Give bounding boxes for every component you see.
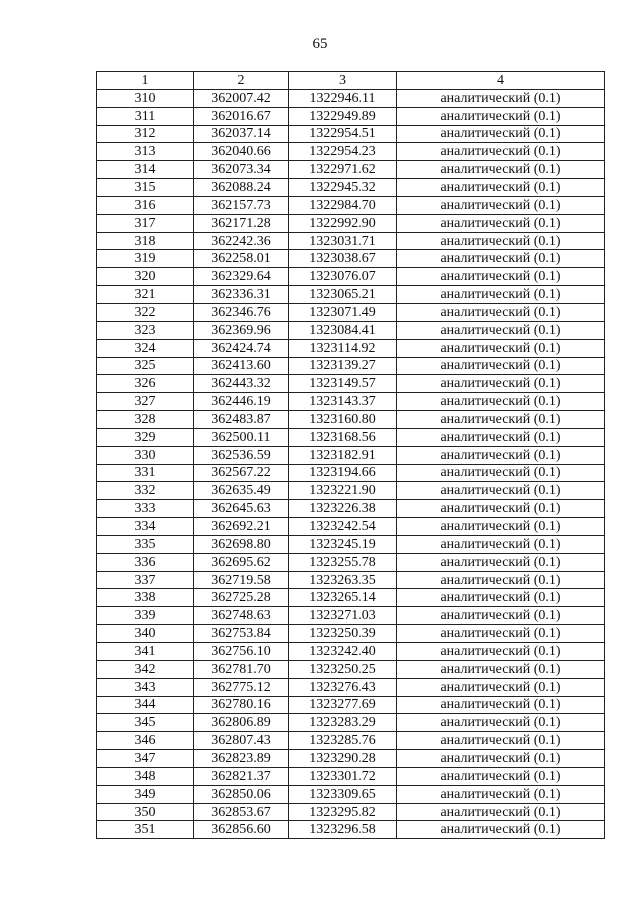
point-number-cell: 312 [97, 125, 194, 143]
method-cell: аналитический (0.1) [397, 482, 605, 500]
table-header-row [97, 72, 605, 90]
point-number-cell: 351 [97, 821, 194, 839]
y-coordinate-cell: 1323031.71 [289, 232, 397, 250]
point-number-cell: 331 [97, 464, 194, 482]
column-header: 1 [97, 72, 194, 90]
table-row [97, 321, 605, 339]
y-coordinate-cell: 1323160.80 [289, 411, 397, 429]
y-coordinate-cell: 1322984.70 [289, 196, 397, 214]
x-coordinate-cell: 362821.37 [194, 767, 289, 785]
y-coordinate-cell: 1323309.65 [289, 785, 397, 803]
y-coordinate-cell: 1322946.11 [289, 89, 397, 107]
point-number-cell: 316 [97, 196, 194, 214]
y-coordinate-cell: 1323295.82 [289, 803, 397, 821]
x-coordinate-cell: 362424.74 [194, 339, 289, 357]
y-coordinate-cell: 1322954.51 [289, 125, 397, 143]
y-coordinate-cell: 1323242.40 [289, 643, 397, 661]
table-row [97, 535, 605, 553]
x-coordinate-cell: 362823.89 [194, 750, 289, 768]
y-coordinate-cell: 1323143.37 [289, 393, 397, 411]
x-coordinate-cell: 362780.16 [194, 696, 289, 714]
y-coordinate-cell: 1323296.58 [289, 821, 397, 839]
point-number-cell: 322 [97, 303, 194, 321]
point-number-cell: 326 [97, 375, 194, 393]
method-cell: аналитический (0.1) [397, 446, 605, 464]
x-coordinate-cell: 362329.64 [194, 268, 289, 286]
table-row [97, 250, 605, 268]
x-coordinate-cell: 362748.63 [194, 607, 289, 625]
y-coordinate-cell: 1323245.19 [289, 535, 397, 553]
page-number: 65 [312, 36, 328, 52]
table-row [97, 696, 605, 714]
table-row [97, 767, 605, 785]
method-cell: аналитический (0.1) [397, 660, 605, 678]
x-coordinate-cell: 362856.60 [194, 821, 289, 839]
table-row [97, 714, 605, 732]
point-number-cell: 348 [97, 767, 194, 785]
y-coordinate-cell: 1323114.92 [289, 339, 397, 357]
method-cell: аналитический (0.1) [397, 464, 605, 482]
point-number-cell: 314 [97, 161, 194, 179]
point-number-cell: 315 [97, 179, 194, 197]
table-row [97, 268, 605, 286]
method-cell: аналитический (0.1) [397, 107, 605, 125]
y-coordinate-cell: 1323182.91 [289, 446, 397, 464]
point-number-cell: 347 [97, 750, 194, 768]
y-coordinate-cell: 1322954.23 [289, 143, 397, 161]
y-coordinate-cell: 1323250.25 [289, 660, 397, 678]
x-coordinate-cell: 362536.59 [194, 446, 289, 464]
x-coordinate-cell: 362413.60 [194, 357, 289, 375]
method-cell: аналитический (0.1) [397, 196, 605, 214]
method-cell: аналитический (0.1) [397, 339, 605, 357]
y-coordinate-cell: 1323149.57 [289, 375, 397, 393]
point-number-cell: 330 [97, 446, 194, 464]
point-number-cell: 349 [97, 785, 194, 803]
method-cell: аналитический (0.1) [397, 393, 605, 411]
x-coordinate-cell: 362695.62 [194, 553, 289, 571]
point-number-cell: 313 [97, 143, 194, 161]
table-row [97, 89, 605, 107]
table-row [97, 500, 605, 518]
column-header: 2 [194, 72, 289, 90]
x-coordinate-cell: 362853.67 [194, 803, 289, 821]
method-cell: аналитический (0.1) [397, 714, 605, 732]
method-cell: аналитический (0.1) [397, 732, 605, 750]
x-coordinate-cell: 362037.14 [194, 125, 289, 143]
table-row [97, 143, 605, 161]
y-coordinate-cell: 1322992.90 [289, 214, 397, 232]
table-row [97, 482, 605, 500]
x-coordinate-cell: 362346.76 [194, 303, 289, 321]
x-coordinate-cell: 362807.43 [194, 732, 289, 750]
x-coordinate-cell: 362567.22 [194, 464, 289, 482]
point-number-cell: 327 [97, 393, 194, 411]
method-cell: аналитический (0.1) [397, 803, 605, 821]
method-cell: аналитический (0.1) [397, 268, 605, 286]
point-number-cell: 311 [97, 107, 194, 125]
table-row [97, 553, 605, 571]
x-coordinate-cell: 362753.84 [194, 625, 289, 643]
y-coordinate-cell: 1323226.38 [289, 500, 397, 518]
method-cell: аналитический (0.1) [397, 286, 605, 304]
table-row [97, 303, 605, 321]
point-number-cell: 321 [97, 286, 194, 304]
method-cell: аналитический (0.1) [397, 214, 605, 232]
point-number-cell: 350 [97, 803, 194, 821]
method-cell: аналитический (0.1) [397, 607, 605, 625]
y-coordinate-cell: 1323263.35 [289, 571, 397, 589]
x-coordinate-cell: 362692.21 [194, 518, 289, 536]
y-coordinate-cell: 1323290.28 [289, 750, 397, 768]
y-coordinate-cell: 1323285.76 [289, 732, 397, 750]
y-coordinate-cell: 1323194.66 [289, 464, 397, 482]
table-row [97, 107, 605, 125]
method-cell: аналитический (0.1) [397, 535, 605, 553]
x-coordinate-cell: 362645.63 [194, 500, 289, 518]
table-row [97, 357, 605, 375]
column-header: 3 [289, 72, 397, 90]
y-coordinate-cell: 1323271.03 [289, 607, 397, 625]
y-coordinate-cell: 1323250.39 [289, 625, 397, 643]
coordinates-table [96, 71, 605, 839]
table-row [97, 339, 605, 357]
x-coordinate-cell: 362719.58 [194, 571, 289, 589]
table-row [97, 446, 605, 464]
x-coordinate-cell: 362007.42 [194, 89, 289, 107]
method-cell: аналитический (0.1) [397, 411, 605, 429]
x-coordinate-cell: 362635.49 [194, 482, 289, 500]
x-coordinate-cell: 362369.96 [194, 321, 289, 339]
y-coordinate-cell: 1322971.62 [289, 161, 397, 179]
x-coordinate-cell: 362016.67 [194, 107, 289, 125]
method-cell: аналитический (0.1) [397, 767, 605, 785]
method-cell: аналитический (0.1) [397, 375, 605, 393]
table-row [97, 161, 605, 179]
y-coordinate-cell: 1323084.41 [289, 321, 397, 339]
point-number-cell: 345 [97, 714, 194, 732]
x-coordinate-cell: 362088.24 [194, 179, 289, 197]
x-coordinate-cell: 362157.73 [194, 196, 289, 214]
point-number-cell: 343 [97, 678, 194, 696]
method-cell: аналитический (0.1) [397, 625, 605, 643]
method-cell: аналитический (0.1) [397, 518, 605, 536]
point-number-cell: 335 [97, 535, 194, 553]
table-row [97, 803, 605, 821]
point-number-cell: 328 [97, 411, 194, 429]
method-cell: аналитический (0.1) [397, 303, 605, 321]
table-row [97, 196, 605, 214]
y-coordinate-cell: 1323168.56 [289, 428, 397, 446]
point-number-cell: 319 [97, 250, 194, 268]
point-number-cell: 338 [97, 589, 194, 607]
point-number-cell: 320 [97, 268, 194, 286]
x-coordinate-cell: 362443.32 [194, 375, 289, 393]
method-cell: аналитический (0.1) [397, 125, 605, 143]
table-row [97, 571, 605, 589]
x-coordinate-cell: 362500.11 [194, 428, 289, 446]
x-coordinate-cell: 362775.12 [194, 678, 289, 696]
method-cell: аналитический (0.1) [397, 179, 605, 197]
method-cell: аналитический (0.1) [397, 553, 605, 571]
table-row [97, 821, 605, 839]
y-coordinate-cell: 1323065.21 [289, 286, 397, 304]
table-row [97, 785, 605, 803]
point-number-cell: 317 [97, 214, 194, 232]
method-cell: аналитический (0.1) [397, 571, 605, 589]
y-coordinate-cell: 1323242.54 [289, 518, 397, 536]
method-cell: аналитический (0.1) [397, 821, 605, 839]
point-number-cell: 337 [97, 571, 194, 589]
table-row [97, 589, 605, 607]
method-cell: аналитический (0.1) [397, 161, 605, 179]
table-row [97, 428, 605, 446]
x-coordinate-cell: 362258.01 [194, 250, 289, 268]
table-row [97, 125, 605, 143]
x-coordinate-cell: 362171.28 [194, 214, 289, 232]
table-row [97, 179, 605, 197]
table-row [97, 464, 605, 482]
x-coordinate-cell: 362850.06 [194, 785, 289, 803]
method-cell: аналитический (0.1) [397, 643, 605, 661]
point-number-cell: 310 [97, 89, 194, 107]
point-number-cell: 339 [97, 607, 194, 625]
x-coordinate-cell: 362806.89 [194, 714, 289, 732]
point-number-cell: 346 [97, 732, 194, 750]
table-row [97, 393, 605, 411]
x-coordinate-cell: 362725.28 [194, 589, 289, 607]
table-row [97, 518, 605, 536]
table-row [97, 643, 605, 661]
table-row [97, 286, 605, 304]
table-row [97, 678, 605, 696]
y-coordinate-cell: 1323076.07 [289, 268, 397, 286]
x-coordinate-cell: 362040.66 [194, 143, 289, 161]
point-number-cell: 333 [97, 500, 194, 518]
method-cell: аналитический (0.1) [397, 89, 605, 107]
table-row [97, 607, 605, 625]
point-number-cell: 342 [97, 660, 194, 678]
x-coordinate-cell: 362073.34 [194, 161, 289, 179]
method-cell: аналитический (0.1) [397, 750, 605, 768]
method-cell: аналитический (0.1) [397, 696, 605, 714]
point-number-cell: 332 [97, 482, 194, 500]
x-coordinate-cell: 362756.10 [194, 643, 289, 661]
y-coordinate-cell: 1322949.89 [289, 107, 397, 125]
method-cell: аналитический (0.1) [397, 785, 605, 803]
method-cell: аналитический (0.1) [397, 428, 605, 446]
x-coordinate-cell: 362698.80 [194, 535, 289, 553]
y-coordinate-cell: 1323221.90 [289, 482, 397, 500]
y-coordinate-cell: 1323276.43 [289, 678, 397, 696]
point-number-cell: 336 [97, 553, 194, 571]
table-body [97, 89, 605, 838]
point-number-cell: 340 [97, 625, 194, 643]
method-cell: аналитический (0.1) [397, 500, 605, 518]
y-coordinate-cell: 1322945.32 [289, 179, 397, 197]
x-coordinate-cell: 362336.31 [194, 286, 289, 304]
point-number-cell: 324 [97, 339, 194, 357]
table-row [97, 214, 605, 232]
y-coordinate-cell: 1323071.49 [289, 303, 397, 321]
y-coordinate-cell: 1323301.72 [289, 767, 397, 785]
point-number-cell: 318 [97, 232, 194, 250]
table-row [97, 625, 605, 643]
method-cell: аналитический (0.1) [397, 232, 605, 250]
point-number-cell: 325 [97, 357, 194, 375]
table-row [97, 232, 605, 250]
method-cell: аналитический (0.1) [397, 589, 605, 607]
point-number-cell: 329 [97, 428, 194, 446]
point-number-cell: 341 [97, 643, 194, 661]
table-row [97, 375, 605, 393]
method-cell: аналитический (0.1) [397, 321, 605, 339]
table-row [97, 411, 605, 429]
y-coordinate-cell: 1323265.14 [289, 589, 397, 607]
y-coordinate-cell: 1323283.29 [289, 714, 397, 732]
y-coordinate-cell: 1323139.27 [289, 357, 397, 375]
point-number-cell: 323 [97, 321, 194, 339]
column-header: 4 [397, 72, 605, 90]
table-row [97, 732, 605, 750]
table-row [97, 660, 605, 678]
method-cell: аналитический (0.1) [397, 143, 605, 161]
point-number-cell: 344 [97, 696, 194, 714]
x-coordinate-cell: 362446.19 [194, 393, 289, 411]
method-cell: аналитический (0.1) [397, 678, 605, 696]
x-coordinate-cell: 362781.70 [194, 660, 289, 678]
point-number-cell: 334 [97, 518, 194, 536]
y-coordinate-cell: 1323277.69 [289, 696, 397, 714]
table-row [97, 750, 605, 768]
y-coordinate-cell: 1323038.67 [289, 250, 397, 268]
y-coordinate-cell: 1323255.78 [289, 553, 397, 571]
method-cell: аналитический (0.1) [397, 250, 605, 268]
x-coordinate-cell: 362483.87 [194, 411, 289, 429]
x-coordinate-cell: 362242.36 [194, 232, 289, 250]
method-cell: аналитический (0.1) [397, 357, 605, 375]
